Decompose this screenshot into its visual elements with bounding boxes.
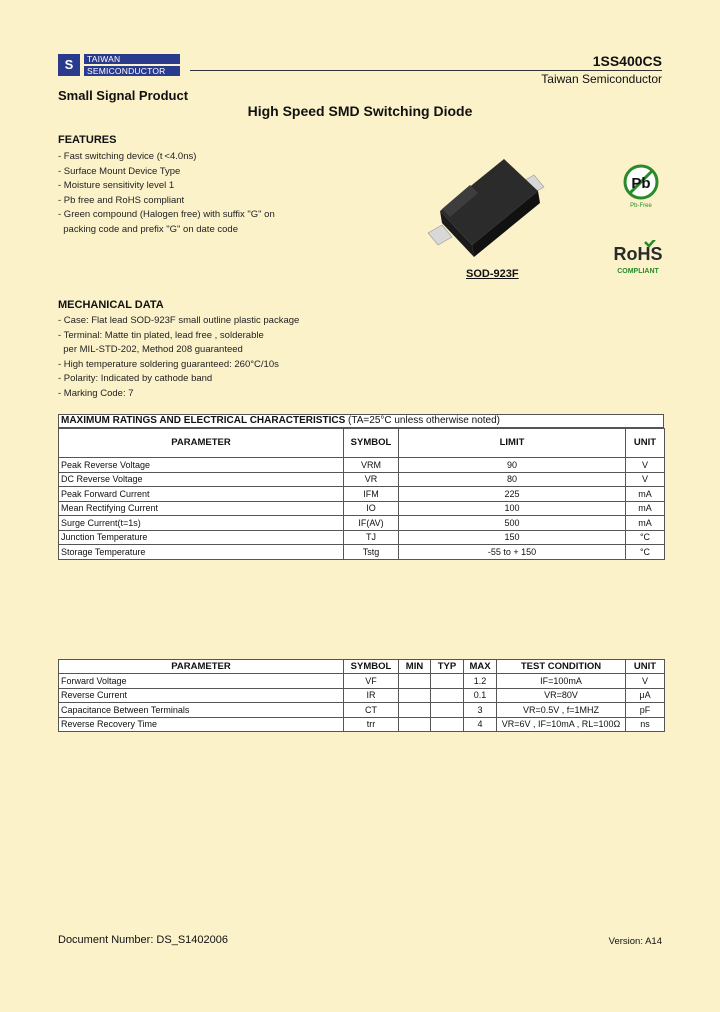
feature-item: - Fast switching device (t <4.0ns) xyxy=(58,151,197,162)
cell-parameter: Capacitance Between Terminals xyxy=(59,703,344,718)
cell-limit: -55 to + 150 xyxy=(399,545,626,560)
table-row xyxy=(59,703,665,718)
cell-min xyxy=(399,703,431,718)
table-row xyxy=(59,717,665,732)
cell-limit: 225 xyxy=(399,487,626,502)
mechanical-item: - Marking Code: 7 xyxy=(58,387,134,399)
cell-symbol: VR xyxy=(344,472,399,487)
sod-923f-package-image xyxy=(412,153,552,265)
max-ratings-heading: MAXIMUM RATINGS AND ELECTRICAL CHARACTERISTICS xyxy=(61,415,346,426)
feature-item: packing code and prefix "G" on date code xyxy=(58,223,238,235)
cell-parameter: DC Reverse Voltage xyxy=(59,472,344,487)
mechanical-list xyxy=(58,314,299,402)
cell-min xyxy=(399,688,431,703)
cell-unit: mA xyxy=(626,516,665,531)
cell-min xyxy=(399,717,431,732)
feature-item: - Pb free and RoHS compliant xyxy=(58,194,185,206)
max-ratings-table xyxy=(58,428,665,560)
col-min: MIN xyxy=(399,660,431,674)
cell-symbol: TJ xyxy=(344,530,399,545)
col-test-condition: TEST CONDITION xyxy=(497,660,626,674)
features-list xyxy=(58,150,275,238)
cell-parameter: Peak Forward Current xyxy=(59,487,344,502)
cell-typ xyxy=(431,703,464,718)
max-ratings-heading-bar xyxy=(58,414,664,428)
electrical-characteristics-table xyxy=(58,659,665,732)
header-rule xyxy=(190,70,662,71)
table-header-row xyxy=(59,429,665,458)
cell-symbol: trr xyxy=(344,717,399,732)
cell-min xyxy=(399,674,431,689)
cell-unit: mA xyxy=(626,501,665,516)
col-limit: LIMIT xyxy=(399,429,626,458)
pb-badge-text: Pb xyxy=(631,175,651,192)
cell-typ xyxy=(431,688,464,703)
col-parameter: PARAMETER xyxy=(59,660,344,674)
table-row xyxy=(59,501,665,516)
document-version: Version: A14 xyxy=(608,936,662,947)
feature-item: - Moisture sensitivity level 1 xyxy=(58,180,175,192)
cell-limit: 90 xyxy=(399,458,626,473)
cell-test-condition: VR=6V , IF=10mA , RL=100Ω xyxy=(497,717,626,732)
table-row xyxy=(59,674,665,689)
cell-unit: μA xyxy=(626,688,665,703)
max-ratings-condition: (TA=25°C unless otherwise noted) xyxy=(348,415,500,426)
mechanical-item: per MIL-STD-202, Method 208 guaranteed xyxy=(58,344,243,356)
cell-parameter: Peak Reverse Voltage xyxy=(59,458,344,473)
table-row xyxy=(59,458,665,473)
cell-unit: mA xyxy=(626,487,665,502)
cell-unit: V xyxy=(626,472,665,487)
cell-parameter: Reverse Recovery Time xyxy=(59,717,344,732)
mechanical-item: - High temperature soldering guaranteed: 260°C/10s xyxy=(58,358,279,370)
cell-symbol: VF xyxy=(344,674,399,689)
table-row xyxy=(59,530,665,545)
mechanical-heading: MECHANICAL DATA xyxy=(58,299,164,311)
mechanical-item: - Case: Flat lead SOD-923F small outline plastic package xyxy=(58,315,300,326)
mechanical-item: - Polarity: Indicated by cathode band xyxy=(58,373,213,385)
cell-unit: pF xyxy=(626,703,665,718)
part-number: 1SS400CS xyxy=(592,53,662,69)
col-unit: UNIT xyxy=(626,660,665,674)
cell-symbol: IF(AV) xyxy=(344,516,399,531)
table-row xyxy=(59,472,665,487)
cell-typ xyxy=(431,674,464,689)
cell-symbol: VRM xyxy=(344,458,399,473)
document-number: Document Number: DS_S1402006 xyxy=(58,934,228,946)
product-line: Small Signal Product xyxy=(58,88,189,103)
rohs-badge-caption: COMPLIANT xyxy=(617,268,659,275)
feature-item: - Green compound (Halogen free) with suffix "G" on xyxy=(58,209,275,221)
cell-symbol: IFM xyxy=(344,487,399,502)
cell-unit: °C xyxy=(626,545,665,560)
col-parameter: PARAMETER xyxy=(59,429,344,458)
col-max: MAX xyxy=(464,660,497,674)
table-row xyxy=(59,545,665,560)
cell-unit: ns xyxy=(626,717,665,732)
document-title: High Speed SMD Switching Diode xyxy=(247,103,473,119)
rohs-badge xyxy=(612,240,664,276)
cell-parameter: Mean Rectifying Current xyxy=(59,501,344,516)
cell-test-condition: VR=80V xyxy=(497,688,626,703)
table-row xyxy=(59,516,665,531)
logo-mark: S xyxy=(58,54,80,76)
logo-line-2: SEMICONDUCTOR xyxy=(84,66,180,76)
rohs-badge-text: RoHS xyxy=(613,244,663,264)
cell-parameter: Reverse Current xyxy=(59,688,344,703)
cell-parameter: Junction Temperature xyxy=(59,530,344,545)
company-logo xyxy=(58,54,180,76)
mechanical-item: - Terminal: Matte tin plated, lead free , solderable xyxy=(58,329,264,341)
cell-typ xyxy=(431,717,464,732)
package-label: SOD-923F xyxy=(466,268,519,280)
cell-limit: 150 xyxy=(399,530,626,545)
cell-max: 0.1 xyxy=(464,688,497,703)
company-name: Taiwan Semiconductor xyxy=(541,72,662,86)
pb-free-badge xyxy=(620,163,662,209)
cell-symbol: Tstg xyxy=(344,545,399,560)
col-symbol: SYMBOL xyxy=(344,660,399,674)
cell-max: 3 xyxy=(464,703,497,718)
col-unit: UNIT xyxy=(626,429,665,458)
table-header-row xyxy=(59,660,665,674)
cell-limit: 500 xyxy=(399,516,626,531)
cell-symbol: CT xyxy=(344,703,399,718)
cell-max: 4 xyxy=(464,717,497,732)
cell-parameter: Storage Temperature xyxy=(59,545,344,560)
cell-test-condition: VR=0.5V , f=1MHZ xyxy=(497,703,626,718)
logo-line-1: TAIWAN xyxy=(84,54,180,64)
col-symbol: SYMBOL xyxy=(344,429,399,458)
cell-symbol: IO xyxy=(344,501,399,516)
table-row xyxy=(59,487,665,502)
cell-limit: 80 xyxy=(399,472,626,487)
features-heading: FEATURES xyxy=(58,134,117,146)
feature-item: - Surface Mount Device Type xyxy=(58,165,181,177)
cell-max: 1.2 xyxy=(464,674,497,689)
pb-badge-caption: Pb-Free xyxy=(630,203,652,209)
cell-unit: V xyxy=(626,674,665,689)
cell-unit: V xyxy=(626,458,665,473)
cell-limit: 100 xyxy=(399,501,626,516)
cell-test-condition: IF=100mA xyxy=(497,674,626,689)
cell-parameter: Surge Current(t=1s) xyxy=(59,516,344,531)
col-typ: TYP xyxy=(431,660,464,674)
cell-parameter: Forward Voltage xyxy=(59,674,344,689)
cell-symbol: IR xyxy=(344,688,399,703)
table-row xyxy=(59,688,665,703)
cell-unit: °C xyxy=(626,530,665,545)
